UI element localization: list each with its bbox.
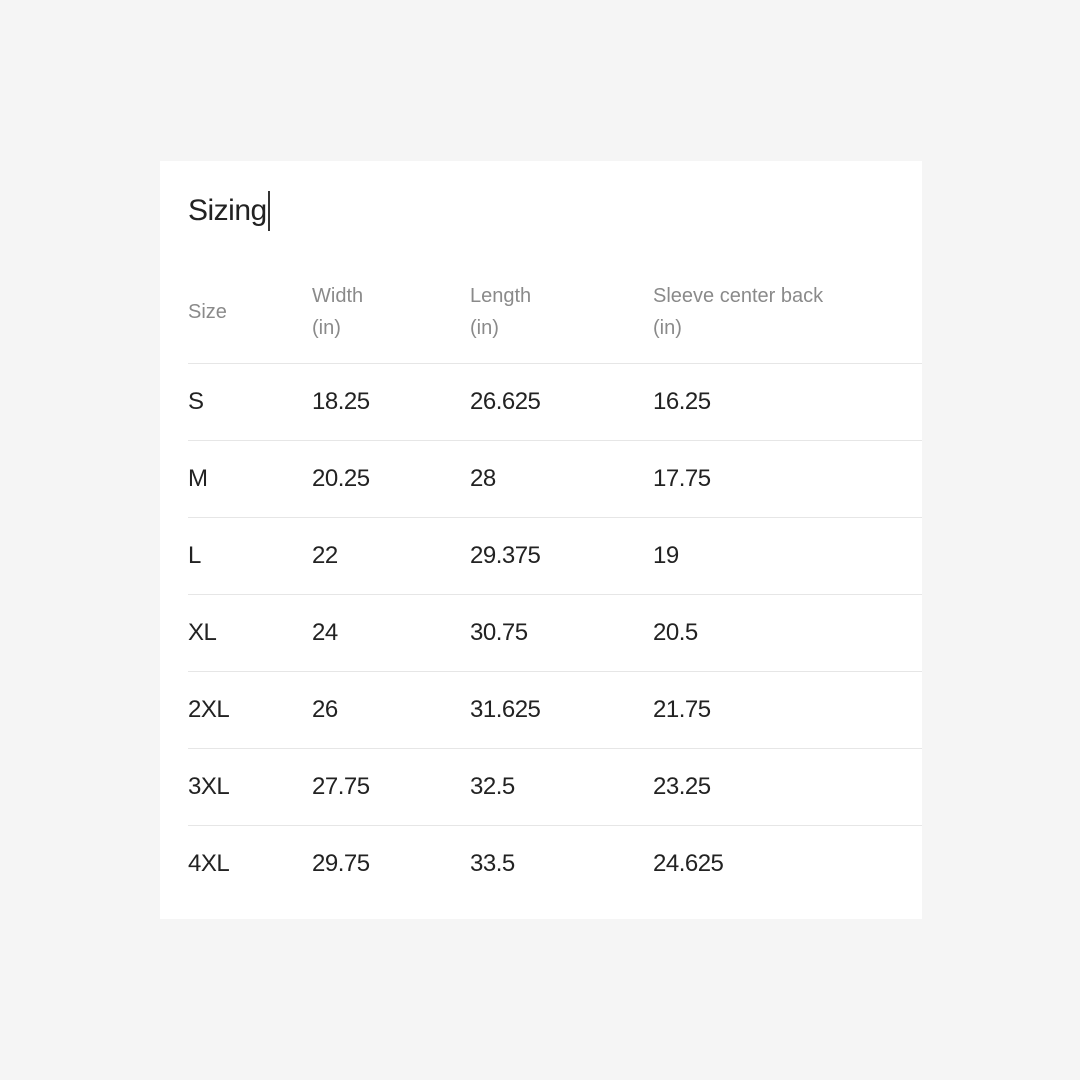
header-size — [188, 261, 312, 364]
header-size-label: Size — [188, 301, 227, 323]
header-sleeve-unit: (in) — [653, 317, 682, 339]
cell-size: M — [188, 441, 312, 518]
page-title[interactable] — [188, 191, 270, 231]
cell-length: 30.75 — [470, 595, 653, 672]
header-width — [312, 261, 470, 364]
cell-sleeve: 24.625 — [653, 850, 724, 877]
table-row — [188, 826, 922, 903]
cell-width: 22 — [312, 518, 470, 595]
header-width-unit: (in) — [312, 317, 341, 339]
table-header-row — [188, 261, 922, 364]
cell-sleeve: 20.5 — [653, 595, 922, 672]
header-length — [470, 261, 653, 364]
cell-size: 4XL — [188, 850, 230, 877]
cell-length: 32.5 — [470, 749, 653, 826]
table-row — [188, 441, 922, 518]
cell-length: 28 — [470, 441, 653, 518]
cell-size: XL — [188, 595, 312, 672]
header-width-label: Width — [312, 285, 364, 307]
cell-sleeve: 23.25 — [653, 749, 922, 826]
cell-size: L — [188, 518, 312, 595]
cell-sleeve: 21.75 — [653, 672, 922, 749]
title-text: Sizing — [188, 194, 267, 227]
cell-sleeve: 17.75 — [653, 441, 922, 518]
cell-length: 31.625 — [470, 672, 653, 749]
cell-length: 29.375 — [470, 518, 653, 595]
table-row — [188, 595, 922, 672]
header-length-unit: (in) — [470, 317, 499, 339]
cell-length: 26.625 — [470, 364, 653, 441]
cell-size: S — [188, 364, 312, 441]
cell-width: 24 — [312, 595, 470, 672]
cell-size: 2XL — [188, 672, 312, 749]
table-row — [188, 364, 922, 441]
cell-width: 26 — [312, 672, 470, 749]
sizing-card — [160, 161, 922, 919]
cell-width: 20.25 — [312, 441, 470, 518]
cell-size: 3XL — [188, 749, 312, 826]
cell-sleeve: 16.25 — [653, 364, 922, 441]
sizing-table — [188, 261, 922, 902]
header-sleeve-label: Sleeve center back — [653, 285, 824, 307]
cell-width: 29.75 — [312, 850, 370, 877]
header-sleeve — [653, 261, 922, 364]
header-length-label: Length — [470, 285, 532, 307]
cell-sleeve: 19 — [653, 518, 922, 595]
table-row — [188, 518, 922, 595]
cell-width: 18.25 — [312, 364, 470, 441]
table-row — [188, 749, 922, 826]
cell-length: 33.5 — [470, 850, 515, 877]
cell-width: 27.75 — [312, 749, 470, 826]
table-row — [188, 672, 922, 749]
text-cursor — [268, 191, 270, 231]
